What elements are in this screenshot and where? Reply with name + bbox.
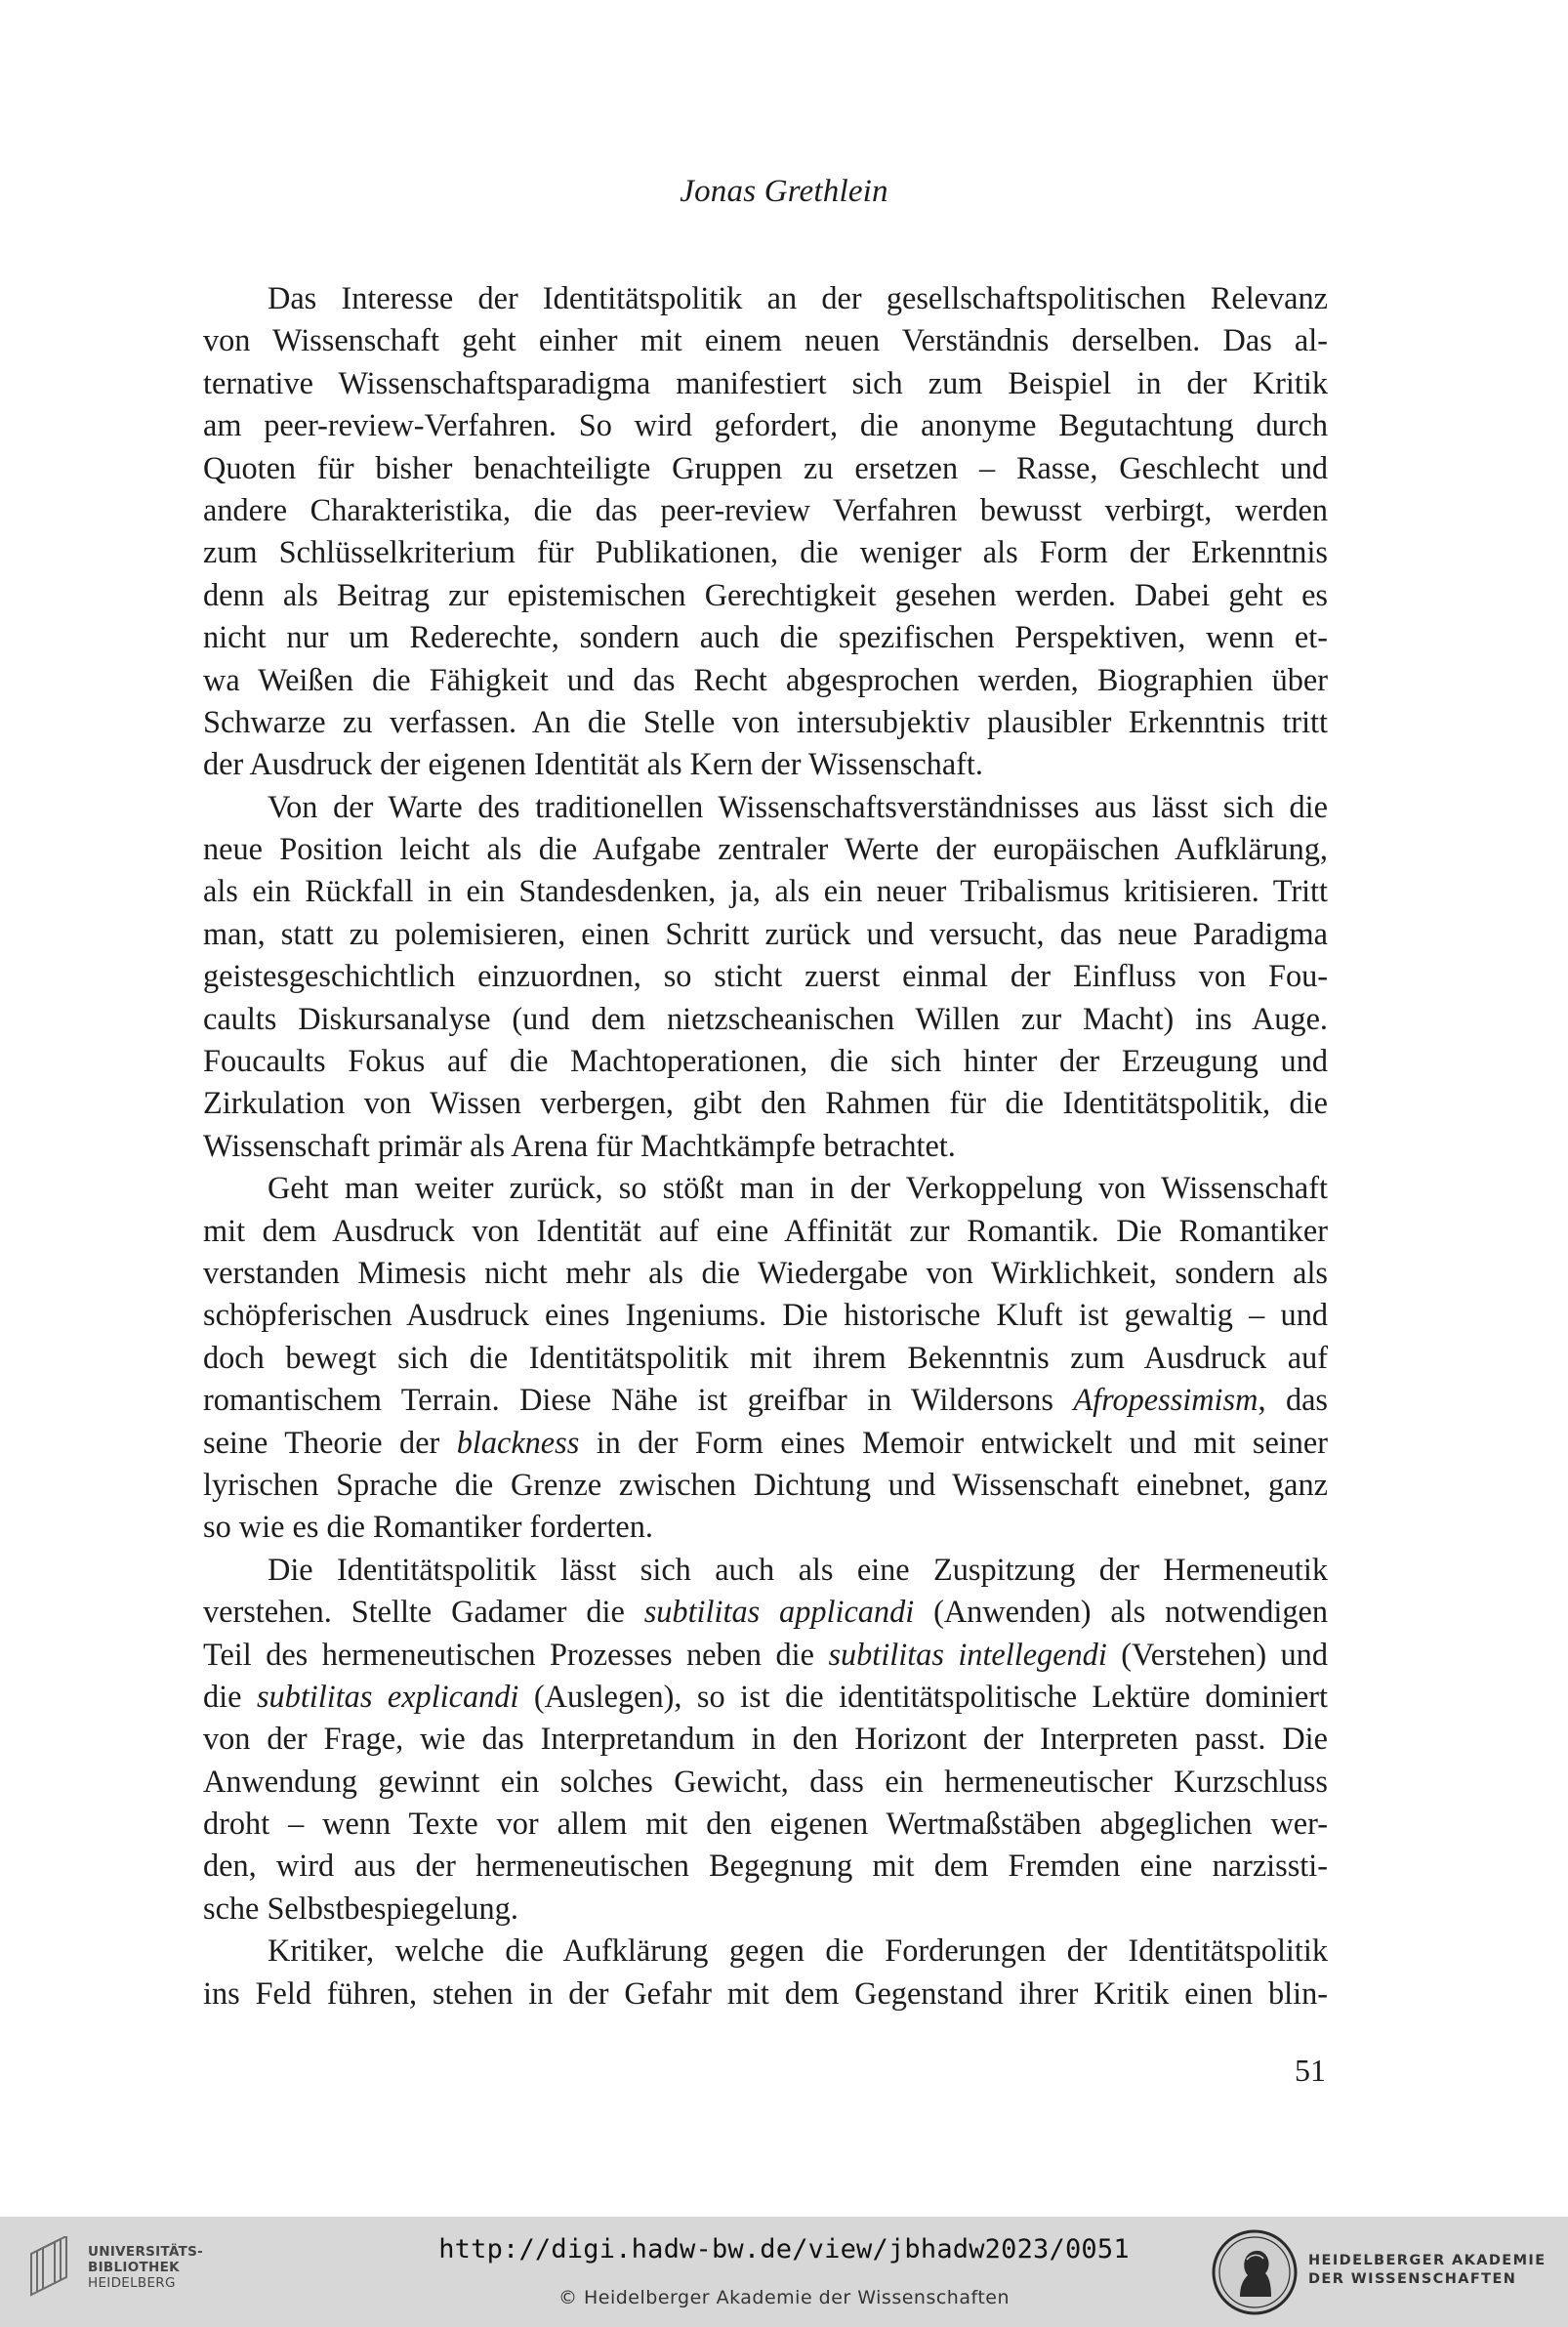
text-line: Die Identitätspolitik lässt sich auch als eine Zuspitzung der Hermeneutik	[268, 1551, 1328, 1587]
text-line: wa Weißen die Fähigkeit und das Recht abgesprochen werden, Biographien über	[203, 661, 1328, 697]
text-line: Geht man weiter zurück, so stößt man in der Verkoppelung von Wissenschaft	[268, 1170, 1328, 1206]
text-line: verstehen. Stellte Gadamer die subtilitas applicandi (Anwenden) als notwendigen	[203, 1594, 1328, 1630]
text-line: als ein Rückfall in ein Standesdenken, ja, als ein neuer Tribalismus kritisieren. Tritt	[203, 873, 1328, 909]
paragraph	[203, 277, 1328, 786]
paragraph	[203, 786, 1328, 1168]
library-name-line-1: UNIVERSITÄTS-	[88, 2244, 204, 2260]
text-line: Anwendung gewinnt ein solches Gewicht, dass ein hermeneutischer Kurzschluss	[203, 1763, 1328, 1799]
text-line: denn als Beitrag zur epistemischen Gerechtigkeit gesehen werden. Dabei geht es	[203, 576, 1328, 612]
text-line: so wie es die Romantiker forderten.	[203, 1509, 653, 1545]
text-line: lyrischen Sprache die Grenze zwischen Dichtung und Wissenschaft einebnet, ganz	[203, 1466, 1328, 1502]
text-line: den, wird aus der hermeneutischen Begegnung mit dem Fremden eine narzissti-	[203, 1848, 1328, 1884]
library-name-line-3: HEIDELBERG	[88, 2275, 176, 2291]
text-line: schöpferischen Ausdruck eines Ingeniums. Die historische Kluft ist gewaltig – und	[203, 1297, 1328, 1333]
text-line: doch bewegt sich die Identitätspolitik mit ihrem Bekenntnis zum Ausdruck auf	[203, 1339, 1328, 1375]
text-line: nicht nur um Rederechte, sondern auch die spezifischen Perspektiven, wenn et-	[203, 619, 1328, 655]
academy-name	[1308, 2252, 1547, 2289]
text-line: von Wissenschaft geht einher mit einem neuen Verständnis derselben. Das al-	[203, 322, 1328, 358]
text-line: Das Interesse der Identitätspolitik an der gesellschaftspolitischen Relevanz	[268, 280, 1328, 315]
text-line: romantischem Terrain. Diese Nähe ist greifbar in Wildersons Afropessimism, das	[203, 1382, 1328, 1418]
text-line: der Ausdruck der eigenen Identität als Kern der Wissenschaft.	[203, 746, 983, 782]
text-line: neue Position leicht als die Aufgabe zentraler Werte der europäischen Aufklärung,	[203, 831, 1328, 867]
text-line: droht – wenn Texte vor allem mit den eigenen Wertmaßstäben abgeglichen wer-	[203, 1806, 1328, 1842]
page-number: 51	[1295, 2053, 1326, 2088]
text-line: Teil des hermeneutischen Prozesses neben die subtilitas intellegendi (Verstehen) und	[203, 1636, 1328, 1672]
text-line: man, statt zu polemisieren, einen Schritt zurück und versucht, das neue Paradigma	[203, 915, 1328, 951]
paragraph	[203, 1930, 1328, 2015]
academy-name-line-2: DER WISSENSCHAFTEN	[1308, 2271, 1517, 2287]
academy-name-line-1: HEIDELBERGER AKADEMIE	[1308, 2253, 1547, 2268]
footer-bar	[0, 2217, 1568, 2327]
text-line: sche Selbstbespiegelung.	[203, 1890, 518, 1926]
text-line: Kritiker, welche die Aufklärung gegen die Forderungen der Identitätspolitik	[268, 1932, 1328, 1969]
text-line: Quoten für bisher benachteiligte Gruppen zu ersetzen – Rasse, Geschlecht und	[203, 449, 1328, 485]
text-line: Foucaults Fokus auf die Machtoperationen, die sich hinter der Erzeugung und	[203, 1043, 1328, 1079]
text-line: Schwarze zu verfassen. An die Stelle von intersubjektiv plausibler Erkenntnis tritt	[203, 703, 1328, 739]
text-line: Zirkulation von Wissen verbergen, gibt den Rahmen für die Identitätspolitik, die	[203, 1085, 1328, 1121]
text-line: am peer-review-Verfahren. So wird gefordert, die anonyme Begutachtung durch	[203, 407, 1328, 443]
text-line: ins Feld führen, stehen in der Gefahr mit dem Gegenstand ihrer Kritik einen blin-	[203, 1974, 1328, 2011]
text-line: caults Diskursanalyse (und dem nietzscheanischen Willen zur Macht) ins Auge.	[203, 1000, 1328, 1036]
text-line: andere Charakteristika, die das peer-review Verfahren bewusst verbirgt, werden	[203, 491, 1328, 527]
text-line: mit dem Ausdruck von Identität auf eine Affinität zur Romantik. Die Romantiker	[203, 1212, 1328, 1248]
text-line: Von der Warte des traditionellen Wissenschaftsverständnisses aus lässt sich die	[268, 788, 1328, 824]
body-text	[203, 277, 1328, 2015]
text-line: seine Theorie der blackness in der Form eines Memoir entwickelt und mit seiner	[203, 1424, 1328, 1460]
paragraph	[203, 1549, 1328, 1931]
copyright-notice: © Heidelberger Akademie der Wissenschaften	[557, 2287, 1011, 2308]
text-line: ternative Wissenschaftsparadigma manifestiert sich zum Beispiel in der Kritik	[203, 364, 1328, 400]
text-line: von der Frage, wie das Interpretandum in den Horizont der Interpreten passt. Die	[203, 1721, 1328, 1757]
text-line: zum Schlüsselkriterium für Publikationen, die weniger als Form der Erkenntnis	[203, 534, 1328, 570]
permalink-url[interactable]: http://digi.hadw-bw.de/view/jbhadw2023/0051	[438, 2234, 1130, 2265]
medallion-portrait-icon[interactable]	[1211, 2228, 1299, 2316]
running-header-author: Jonas Grethlein	[680, 174, 888, 209]
text-line: geistesgeschichtlich einzuordnen, so sticht zuerst einmal der Einfluss von Fou-	[203, 958, 1328, 994]
library-name-line-2: BIBLIOTHEK	[88, 2260, 180, 2275]
text-line: die subtilitas explicandi (Auslegen), so ist die identitätspolitische Lektüre dominiert	[203, 1678, 1328, 1714]
paragraph	[203, 1167, 1328, 1549]
text-line: Wissenschaft primär als Arena für Machtkämpfe betrachtet.	[203, 1127, 956, 1163]
text-line: verstanden Mimesis nicht mehr als die Wiedergabe von Wirklichkeit, sondern als	[203, 1254, 1328, 1290]
